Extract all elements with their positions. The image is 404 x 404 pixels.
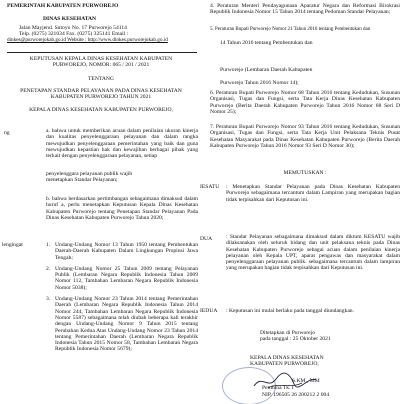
email-line: dinkes@purworejokab.go.id Website : http://www.dinkes.purworejokab.go.id — [7, 37, 168, 44]
letterhead — [7, 3, 197, 43]
kesatu-text: : Menetapkan Standar Pelayanan pada Dinas Kesehatan Kabupaten Purworejo sebagaimana tercantum dalam Lampiran yang merupakan bagian tidak terpisahkan dari Keputusan ini. — [226, 184, 400, 203]
remembering-label: lengingat — [2, 242, 23, 248]
signatory-nip: NIP. 196505 26 200212 2 004 — [262, 392, 330, 398]
government-name: PEMERINTAH KABUPATEN PURWOREJO — [7, 3, 119, 9]
ketiga-label: IEDUA — [200, 308, 218, 314]
regulation-item-5-cont: 14 Tahun 2016 tentang Pembentukan dan — [220, 40, 313, 46]
decree-title-block — [2, 56, 200, 114]
considering-label: ng — [4, 130, 10, 136]
kesatu-label: IESATU — [200, 184, 220, 190]
phone-line: Telp. (0275) 321034 Fax. (0275) 325141 Email : — [19, 30, 129, 37]
address-line: Jalan Mayjend. Sutoyo No. 17 Purworejo 54114 — [19, 24, 127, 31]
item-text: Undang-Undang Nomor 25 Tahun 2009 tentang Pelayanan Publik (Lembaran Negara Republik Indonesia Tahun 2009 Nomor 112, Tambahan Lembaran Negara Republik Indonesia Nomor 5038); — [55, 265, 198, 291]
item-text: Undang-Undang Nomor 23 Tahun 2014 tentang Pemerintahan Daerah (Lembaran Negara Republik Indonesia Tahun 2014 Nomor 244, Tambahan Lembaran Negara Republik Indonesia Nomor 5587) sebagaimana telah diubah beberapa kali terakhir dengan Undang-Undang Nomor 9 Tahun 2015 tentang Perubahan Kedua Atas Undang-Undang Nomor 23 Tahun 2014 tentang Pemerintahan Daerah (Lembaran Negara Republik Indonesia Tahun 2015 Nomor 58, Tambahan Lembaran Negara Republik Indonesia Nomor 5679); — [55, 296, 198, 353]
list-item — [46, 296, 198, 353]
remembering-list — [46, 242, 198, 353]
department-name: DINAS KESEHATAN — [43, 16, 97, 23]
signature-block — [260, 330, 331, 343]
considering-a: a. bahwa untuk memberikan acuan dalam penilaian ukuran kinerja dan kualitas penyelenggaraan pelayanan dan dalam rangka mewujudkan penyelenggaraan pemerintahan yang baik dan guna mewujudkan kepastian hak dan kewajiban berbagai pihak yang terkait dengan penyelenggaraan pelayanan, setiap — [46, 128, 198, 160]
signatory-title-2: KABUPATEN PURWOREJO, — [250, 361, 319, 368]
signatory-rank: Pembina Tk. I — [262, 385, 294, 391]
decide-heading: MEMUTUSKAN : — [283, 170, 327, 176]
signatory-name: S.KM., MM — [292, 378, 320, 384]
regulation-item-4: 4. Peraturan Menteri Pendayagunaan Aparatur Negara dan Reformasi Birokrasi Republik Indonesia Nomor 15 Tahun 2014 tentang Pedoman Standar Pelayanan; — [210, 3, 400, 16]
signatory — [250, 355, 324, 368]
list-item — [46, 266, 198, 291]
ketiga-text: : Keputusan ini mulai berlaku pada tanggal diundangkan. — [226, 308, 355, 314]
item-text: Undang-Undang Nomor 13 Tahun 1950 tentang Pembentukan Daerah-Daerah Kabupaten Dalam Lingkungan Propinsi Jawa Tengah; — [55, 242, 198, 261]
regulation-item-6: 6. Peraturan Bupati Purworejo Nomor 68 Tahun 2016 tentang Kedudukan, Susunan Organisasi, Tugas dan Fungsi, serta Tata Kerja Dinas Kesehatan Kabupaten Purworejo (Berita Daerah Kabupaten Purworejo Tahun 2016 Nomor 68 Seri D Nomor 25); — [210, 90, 400, 115]
place-of-issue: Ditetapkan di Purworejo — [260, 330, 315, 336]
list-item — [46, 242, 198, 261]
item-number: 3. — [46, 296, 51, 303]
signatory-title-1: KEPALA DINAS KESEHATAN — [250, 355, 324, 361]
decree-head: KEPALA DINAS KESEHATAN KABUPATEN PURWOREJO, — [29, 107, 173, 114]
kedua-label: DUA — [200, 236, 213, 242]
kedua-text: : Standar Pelayanan sebagaimana dimaksud dalam diktum KESATU wajib dilaksanakan oleh seluruh bidang dan unit pelaksana teknis pada Dinas Kesehatan Kabupaten Purworejo sebagai acuan dalam penilaian kinerja pelayanan oleh Kepala UPT, aparat pengawas dan masyarakat dalam penyelenggaraan pelayanan publik. sebagaimana tercantum dalam lampiran yang merupakan bagian tidak terpisahkan dari Keputusan ini. — [226, 234, 400, 272]
regulation-item-5-paren: Purworejo (Lembaran Daerah Kabupaten — [220, 67, 313, 73]
decree-number: PURWOREJO, NOMOR: 065 / 201 / 2021 — [52, 62, 150, 69]
considering-a-cont1: penyelenggara pelayanan publik wajib — [46, 171, 133, 177]
issue-date: pada tanggal : 25 Oktober 2021 — [260, 336, 331, 343]
decree-about: TENTANG — [88, 75, 114, 82]
regulation-item-5: 5. Peraturan Bupati Purworejo Nomor 21 Tahun 2016 tentang Pembentukan dan — [210, 27, 371, 32]
letterhead-divider — [7, 52, 197, 53]
regulation-item-5-tail: Purworejo Tahun 2016 Nomor 14); — [220, 80, 299, 86]
decree-title: KEPUTUSAN KEPALA DINAS KESEHATAN KABUPATEN — [29, 56, 173, 62]
item-number: 2. — [46, 265, 51, 272]
item-number: 1. — [46, 242, 51, 248]
decree-subject-line1: PENETAPAN STANDAR PELAYANAN PADA DINAS KESEHATAN — [20, 87, 182, 94]
considering-a-cont2: menetapkan Standar Pelayanan; — [46, 177, 118, 183]
considering-b: b. bahwa berdasarkan pertimbangan sebagaimana dimaksud dalam huruf a, perlu menetapkan Keputusan Kepala Dinas Kesehatan Kabupaten Purworejo tentang Penetapan Standar Pelayanan Pada Dinas Kesehatan Kabupaten Purworejo Tahun 2020; — [46, 196, 198, 221]
decree-subject-line2: KABUPATEN PURWOREJO TAHUN 2021 — [50, 94, 152, 101]
regulation-item-7: 7. Peraturan Bupati Purworejo Nomor 93 Tahun 2016 tentang Kedudukan, Susunan Organisasi, Tugas dan Fungsi, serta Tata Kerja Unit Pelaksana Teknis Pusat Kesehatan Masyarakat pada Dinas Kesehatan Kabupaten Purworejo (Berita Daerah Kabupaten Purworejo Tahun 2016 Nomor 93 Seri D Nomor 30); — [210, 124, 400, 149]
